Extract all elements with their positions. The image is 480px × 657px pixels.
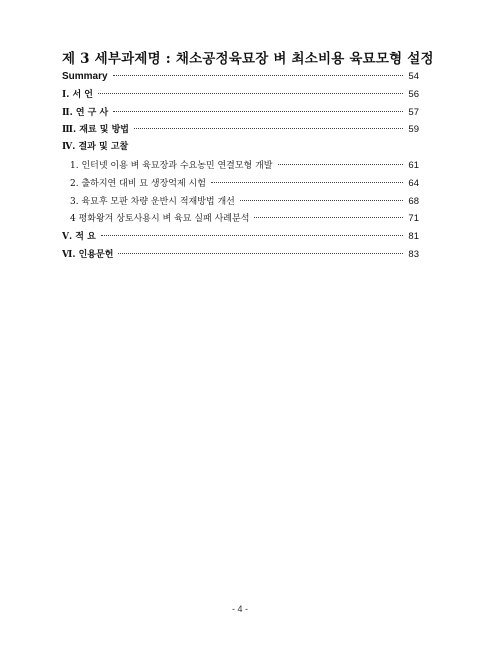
dot-leader <box>113 75 404 76</box>
toc-entry-label: Ⅵ. 인용문헌 <box>62 249 114 260</box>
table-of-contents <box>62 68 419 264</box>
dot-leader <box>211 182 404 183</box>
toc-section-heading: Ⅳ. 결과 및 고찰 <box>62 142 129 153</box>
toc-entry-label: Ⅲ. 재료 및 방법 <box>62 125 129 136</box>
page-title: 제 3 세부과제명 : 채소공정육묘장 벼 최소비용 육묘모형 설정 <box>62 51 434 67</box>
toc-entry-label: 2. 출하지연 대비 묘 생장억제 시험 <box>70 178 206 189</box>
dot-leader <box>113 111 403 112</box>
dot-leader <box>101 235 404 236</box>
toc-entry-label: 3. 육묘후 모판 차량 운반시 적재방법 개선 <box>70 196 235 207</box>
toc-page-number: 54 <box>408 71 419 82</box>
toc-subentry-3[interactable] <box>62 193 419 211</box>
toc-page-number: 59 <box>408 124 419 136</box>
toc-entry-label: Summary <box>62 71 108 82</box>
dot-leader <box>254 217 403 218</box>
toc-page-number: 81 <box>408 231 419 243</box>
toc-subentry-2[interactable] <box>62 175 419 193</box>
dot-leader <box>134 128 403 129</box>
dot-leader <box>98 93 403 94</box>
toc-entry-results-discussion <box>62 139 419 157</box>
toc-subentry-4[interactable] <box>62 210 419 228</box>
toc-entry-summary-ko[interactable] <box>62 228 419 246</box>
dot-leader <box>240 200 404 201</box>
dot-leader <box>278 164 404 165</box>
toc-page-number: 83 <box>408 248 419 260</box>
toc-entry-research-history[interactable] <box>62 104 419 122</box>
toc-page-number: 57 <box>408 106 419 118</box>
toc-entry-summary[interactable] <box>62 68 419 86</box>
toc-entry-references[interactable] <box>62 246 419 264</box>
toc-subentry-1[interactable] <box>62 157 419 175</box>
page-number-footer: - 4 - <box>231 604 248 614</box>
toc-entry-label: 4 평화왕겨 상토사용시 벼 육묘 실패 사례분석 <box>70 214 250 225</box>
dot-leader <box>118 253 403 254</box>
toc-entry-label: Ⅱ. 연 구 사 <box>62 107 109 118</box>
toc-page-number: 64 <box>408 177 419 189</box>
toc-page-number: 56 <box>408 88 419 100</box>
toc-entry-label: Ⅰ. 서 언 <box>62 89 93 100</box>
toc-page-number: 71 <box>408 213 419 225</box>
toc-entry-label: Ⅴ. 적 요 <box>62 232 96 243</box>
toc-entry-materials-methods[interactable] <box>62 121 419 139</box>
toc-entry-introduction[interactable] <box>62 86 419 104</box>
toc-entry-label: 1. 인터넷 이용 벼 육묘장과 수요농민 연결모형 개발 <box>70 160 273 171</box>
toc-page-number: 68 <box>408 195 419 207</box>
toc-page-number: 61 <box>408 159 419 171</box>
